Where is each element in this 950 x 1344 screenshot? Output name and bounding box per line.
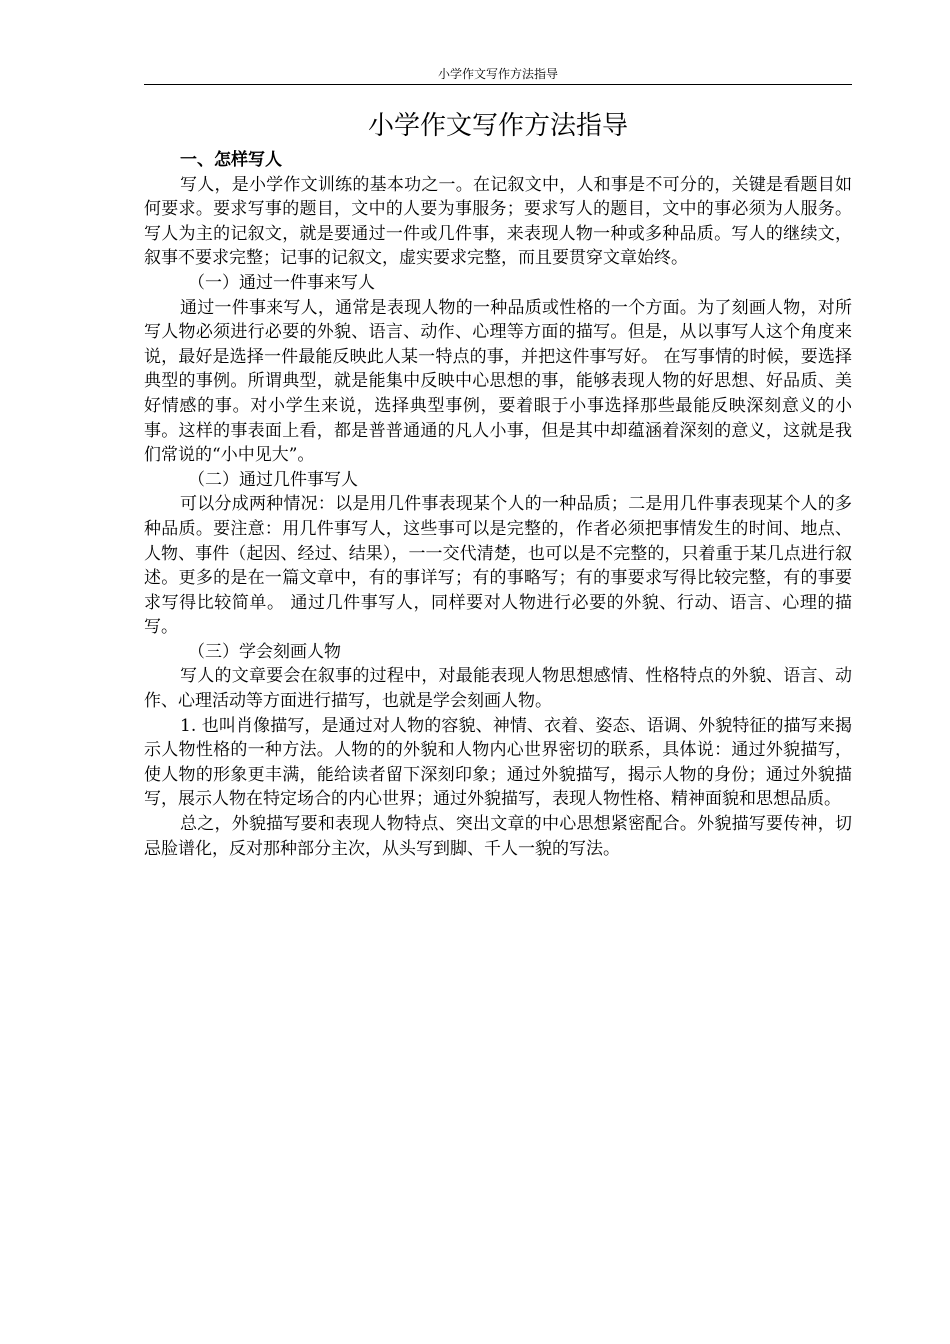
section-heading-how-to-write-people: 一、怎样写人	[180, 150, 282, 170]
paragraph-appearance-description: 1. 也叫肖像描写，是通过对人物的容貌、神情、衣着、姿态、语调、外貌特征的描写来揭示人物性格的一种方法。人物的的外貌和人物内心世界密切的联系，具体说：通过外貌描写，使人物的形象更丰满，能给读者留下深刻印象；通过外貌描写，揭示人物的身份；通过外貌描写，展示人物在特定场合的内心世界；通过外貌描写，表现人物性格、精神面貌和思想品质。	[144, 715, 852, 810]
header-divider	[144, 84, 852, 85]
subheading-several-events: （二）通过几件事写人	[188, 469, 358, 490]
document-body	[144, 148, 852, 861]
paragraph-one-event: 通过一件事来写人，通常是表现人物的一种品质或性格的一个方面。为了刻画人物，对所写人物必须进行必要的外貌、语言、动作、心理等方面的描写。但是，从以事写人这个角度来说，最好是选择一件最能反映此人某一特点的事，并把这件事写好。 在写事情的时候，要选择典型的事例。所谓典型，就是能集中反映中心思想的事，能够表现人物的好思想、好品质、美好情感的事。对小学生来说，选择典型事例，要着眼于小事选择那些最能反映深刻意义的小事。这样的事表面上看，都是普普通通的凡人小事，但是其中却蕴涵着深刻的意义，这就是我们常说的“小中见大”。	[144, 297, 852, 466]
paragraph-portray-characters: 写人的文章要会在叙事的过程中，对最能表现人物思想感情、性格特点的外貌、语言、动作、心理活动等方面进行描写，也就是学会刻画人物。	[144, 666, 852, 712]
paragraph-conclusion: 总之，外貌描写要和表现人物特点、突出文章的中心思想紧密配合。外貌描写要传神，切忌脸谱化，反对那种部分主次，从头写到脚、千人一貌的写法。	[144, 814, 852, 859]
paragraph-several-events: 可以分成两种情况：以是用几件事表现某个人的一种品质；二是用几件事表现某个人的多种品质。要注意：用几件事写人，这些事可以是完整的，作者必须把事情发生的时间、地点、人物、事件（起因、经过、结果），一一交代清楚，也可以是不完整的，只着重于某几点进行叙述。更多的是在一篇文章中，有的事详写；有的事略写；有的事要求写得比较完整，有的事要求写得比较简单。 通过几件事写人，同样要对人物进行必要的外貌、行动、语言、心理的描写。	[144, 494, 852, 638]
paragraph-intro: 写人，是小学作文训练的基本功之一。在记叙文中，人和事是不可分的，关键是看题目如何要求。要求写事的题目，文中的人要为事服务；要求写人的题目，文中的事必须为人服务。写人为主的记叙文，就是要通过一件或几件事，来表现人物一种或多种品质。写人的继续文，叙事不要求完整；记事的记叙文，虚实要求完整，而且要贯穿文章始终。	[144, 174, 852, 269]
subheading-one-event: （一）通过一件事来写人	[188, 272, 375, 293]
running-header: 小学作文写作方法指导	[437, 67, 558, 81]
document-title: 小学作文写作方法指导	[367, 111, 628, 141]
subheading-portray-characters: （三）学会刻画人物	[188, 641, 341, 662]
